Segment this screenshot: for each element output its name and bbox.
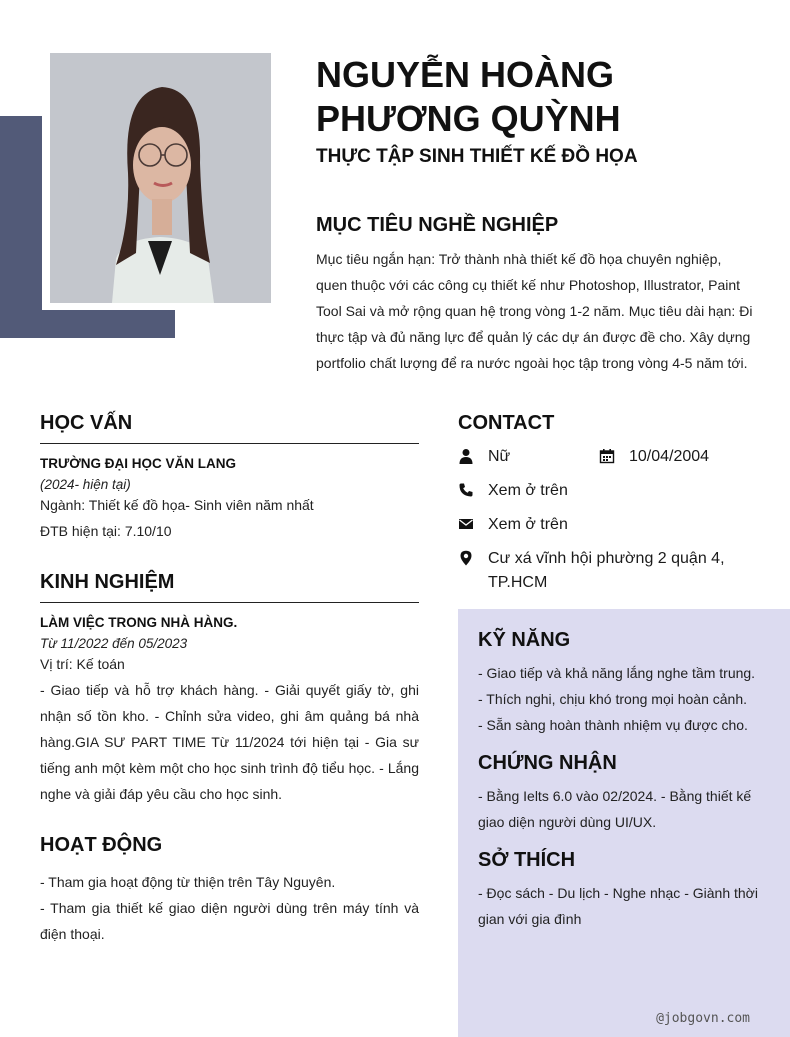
education-gpa: ĐTB hiện tại: 7.10/10 [40,523,172,539]
contact-phone-row [458,479,778,503]
person-icon [458,448,474,464]
experience-period: Từ 11/2022 đến 05/2023 [40,636,188,651]
contact-address-row [458,547,778,595]
career-objective-text: Mục tiêu ngắn hạn: Trở thành nhà thiết kế đồ họa chuyên nghiệp, quen thuộc với các công cụ thiết kế như Photoshop, Illustrator, Paint Tool Sai và mở rộng quan hệ trong vòng 1-2 năm. Mục tiêu dài hạn: Đi thực tập và đủ năng lực để quản lý các dự án được đề cho. Xây dựng portfolio chất lượng để ra nước ngoài học tập trong vòng 4-5 năm tới. [316,251,753,371]
skill-item: - Giao tiếp và khả năng lắng nghe tầm trung. [478,665,756,681]
education-section [40,412,419,544]
experience-title: LÀM VIỆC TRONG NHÀ HÀNG. [40,615,238,630]
side-panel [458,609,790,1037]
contact-phone: Xem ở trên [488,482,568,499]
experience-section [40,571,419,807]
activity-item: - Tham gia hoạt động từ thiện trên Tây Nguyên. [40,874,336,890]
certificates-heading: CHỨNG NHẬN [478,752,617,774]
career-objective-heading: MỤC TIÊU NGHỀ NGHIỆP [316,214,559,236]
contact-email-row [458,513,778,537]
education-period: (2024- hiện tại) [40,477,131,492]
section-divider [40,602,419,603]
mail-icon [458,516,474,532]
hobbies-section [478,849,758,932]
candidate-name: NGUYỄN HOÀNG PHƯƠNG QUỲNH [316,54,621,139]
profile-photo [50,53,271,303]
contact-section [458,412,778,605]
skills-heading: KỸ NĂNG [478,629,571,651]
skills-section [478,629,758,738]
contact-address: Cư xá vĩnh hội phường 2 quận 4, TP.HCM [488,550,725,591]
skill-item: - Thích nghi, chịu khó trong mọi hoàn cảnh. [478,691,748,707]
certificates-section [478,752,758,835]
decorative-bar-horizontal [0,310,175,338]
watermark: @jobgovn.com [656,1011,750,1026]
contact-heading: CONTACT [458,412,555,434]
activity-item: - Tham gia thiết kế giao diện người dùng trên máy tính và điện thoại. [40,900,419,942]
calendar-icon [599,448,615,464]
contact-birthday: 10/04/2004 [629,448,710,465]
experience-details: - Giao tiếp và hỗ trợ khách hàng. - Giải quyết giấy tờ, ghi nhận số tồn kho. - Chỉnh sửa video, ghi âm quảng bá nhà hàng.GIA SƯ PART TIME Từ 11/2024 tới hiện tại - Gia sư tiếng anh một kèm một cho học sinh trình độ tiểu học. - Lắng nghe và giải đáp yêu cầu cho học sinh. [40,682,419,802]
hobbies-text: - Đọc sách - Du lịch - Nghe nhạc - Giành thời gian với gia đình [478,885,758,927]
education-major: Ngành: Thiết kế đồ họa- Sinh viên năm nhất [40,497,314,513]
contact-gender-row [458,445,778,469]
certificates-text: - Bằng Ielts 6.0 vào 02/2024. - Bằng thiết kế giao diện người dùng UI/UX. [478,788,752,830]
section-divider [40,443,419,444]
experience-heading: KINH NGHIỆM [40,571,175,593]
experience-position: Vị trí: Kế toán [40,656,125,672]
skill-item: - Sẵn sàng hoàn thành nhiệm vụ được cho. [478,717,748,733]
job-title: THỰC TẬP SINH THIẾT KẾ ĐỒ HỌA [316,146,638,167]
location-pin-icon [458,550,474,566]
activities-heading: HOẠT ĐỘNG [40,834,163,856]
activities-section [40,834,419,947]
contact-birthday-group [599,445,709,469]
contact-email: Xem ở trên [488,516,568,533]
contact-gender: Nữ [488,448,511,465]
decorative-bar-vertical [0,116,42,338]
education-heading: HỌC VẤN [40,412,133,434]
phone-icon [458,482,474,498]
school-name: TRƯỜNG ĐẠI HỌC VĂN LANG [40,456,236,471]
hobbies-heading: SỞ THÍCH [478,849,576,871]
